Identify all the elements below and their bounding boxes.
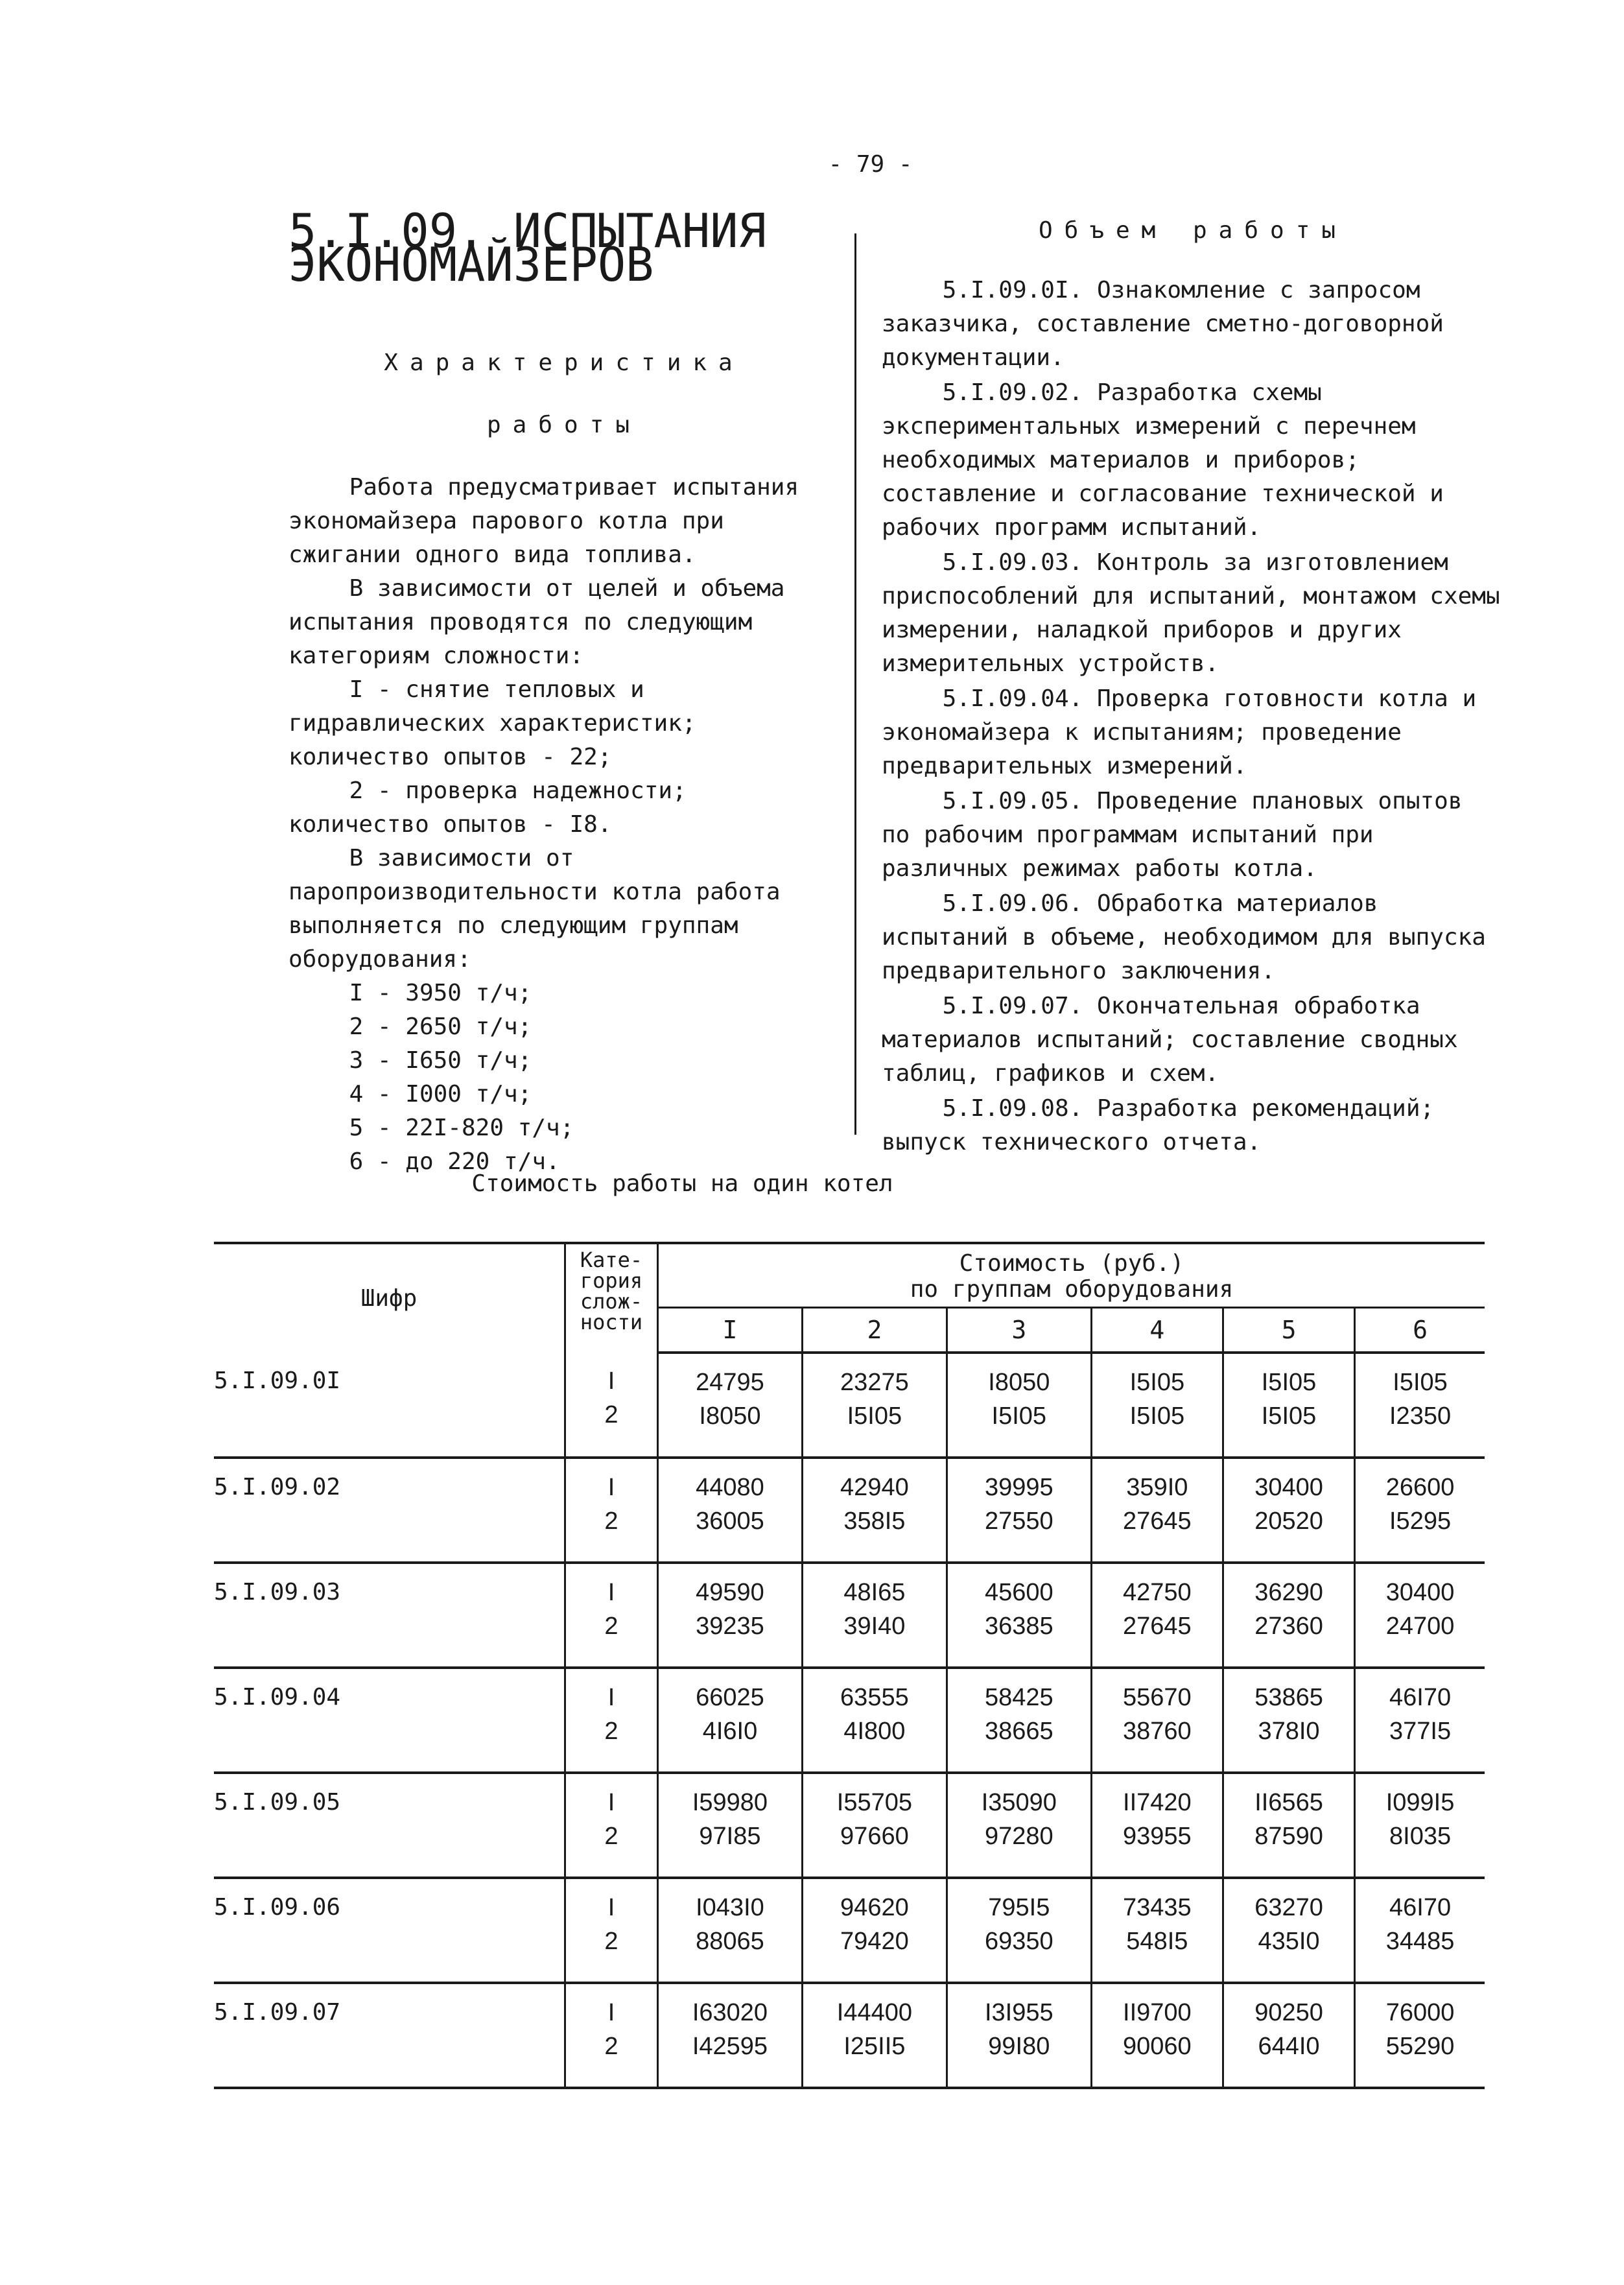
cost-value: 42940: [840, 1474, 909, 1501]
header-category-line: ности: [580, 1310, 643, 1334]
cost-cell: [1223, 1773, 1354, 1878]
cost-cell: [1355, 1878, 1485, 1983]
cost-value: I3I955: [984, 1999, 1053, 2026]
cost-cell: [802, 1983, 947, 2088]
cost-value: 87590: [1254, 1823, 1323, 1850]
cost-value: 55670: [1123, 1684, 1192, 1711]
row-category: [565, 1353, 658, 1458]
cost-value: 30400: [1254, 1474, 1323, 1501]
cost-value: 45600: [984, 1579, 1053, 1606]
cost-value: 4I6I0: [702, 1718, 758, 1745]
characteristic-heading-line2: работы: [486, 412, 642, 438]
category-value: I: [607, 1999, 615, 2026]
cost-value: 49590: [696, 1579, 764, 1606]
header-group: I: [658, 1308, 803, 1353]
cost-value: 38760: [1123, 1718, 1192, 1745]
cost-cell: [802, 1353, 947, 1458]
category-intro-paragraph: В зависимости от целей и объема испытания проводятся по следующим категориям сложности:: [288, 575, 785, 669]
cost-cell: [802, 1668, 947, 1773]
equipment-group-item: 6 - до 220 т/ч.: [349, 1148, 560, 1175]
cost-value: 30400: [1385, 1579, 1455, 1606]
category-item-1: I - снятие тепловых и гидравлических характеристик; количество опытов - 22;: [288, 676, 696, 770]
cost-value: 377I5: [1389, 1718, 1452, 1745]
right-column: [882, 214, 1504, 1159]
cost-cell: [658, 1773, 803, 1878]
cost-value: 20520: [1254, 1508, 1323, 1535]
cost-value: 76000: [1385, 1999, 1455, 2026]
category-value: I: [607, 1789, 615, 1816]
equipment-group-item: 2 - 2650 т/ч;: [349, 1013, 532, 1040]
cost-value: 94620: [840, 1894, 909, 1921]
cost-value: 93955: [1123, 1823, 1192, 1850]
cost-value: II9700: [1123, 1999, 1192, 2026]
cost-value: 8I035: [1389, 1823, 1452, 1850]
header-category-line: слож-: [580, 1289, 643, 1314]
cost-value: I5I05: [1261, 1403, 1317, 1430]
page-number: - 79 -: [828, 151, 913, 178]
header-cost-line: Стоимость (руб.): [959, 1250, 1184, 1277]
cost-value: I63020: [692, 1999, 768, 2026]
row-category: [565, 1668, 658, 1773]
cost-value: 358I5: [843, 1508, 906, 1535]
cost-value: I099I5: [1385, 1789, 1455, 1816]
scope-item: 5.I.09.06. Обработка материалов испытаний в объеме, необходимом для выпуска предварительного заключения.: [882, 890, 1486, 984]
table-row: [214, 1773, 1485, 1878]
equipment-group-list: [288, 977, 840, 1179]
table-title: Стоимость работы на один котел: [471, 1170, 893, 1197]
cost-value: 73435: [1123, 1894, 1192, 1921]
cost-value: 39I40: [843, 1613, 906, 1640]
category-value: 2: [604, 1823, 618, 1850]
category-value: I: [607, 1684, 615, 1711]
cost-cell: [1091, 1668, 1223, 1773]
cost-cell: [1355, 1353, 1485, 1458]
cost-cell: [1223, 1563, 1354, 1668]
cost-cell: [658, 1983, 803, 2088]
cost-cell: [1091, 1773, 1223, 1878]
left-column: [288, 204, 840, 1179]
table-body: [214, 1353, 1485, 2088]
cost-cell: [1355, 1668, 1485, 1773]
cost-value: 36385: [984, 1613, 1053, 1640]
header-category-line: Кате-: [580, 1248, 643, 1272]
category-item-2: 2 - проверка надежности; количество опытов - I8.: [288, 777, 687, 838]
cost-value: 88065: [696, 1928, 764, 1955]
cost-value: 79420: [840, 1928, 909, 1955]
category-value: 2: [604, 1613, 618, 1640]
header-group: 2: [802, 1308, 947, 1353]
header-category-line: гория: [580, 1268, 643, 1293]
scope-item: 5.I.09.03. Контроль за изготовлением приспособлений для испытаний, монтажом схемы измерении, наладкой приборов и других измерительных устройств.: [882, 549, 1500, 677]
cost-value: 36005: [696, 1508, 764, 1535]
cost-value: I5I05: [847, 1403, 902, 1430]
equipment-group-item: 5 - 22I-820 т/ч;: [349, 1115, 574, 1141]
cost-cell: [658, 1563, 803, 1668]
cost-cell: [947, 1773, 1091, 1878]
cost-value: 42750: [1123, 1579, 1192, 1606]
cost-cell: [658, 1878, 803, 1983]
category-value: 2: [604, 1508, 618, 1535]
description-paragraph: Работа предусматривает испытания экономайзера парового котла при сжигании одного вида топлива.: [288, 474, 799, 568]
cost-cell: [1355, 1563, 1485, 1668]
equipment-group-item: I - 3950 т/ч;: [349, 980, 532, 1006]
header-cost: [658, 1243, 1485, 1308]
section-title: 5.I.09. ИСПЫТАНИЯ ЭКОНОМАЙЗЕРОВ: [288, 204, 766, 292]
scope-item: 5.I.09.07. Окончательная обработка материалов испытаний; составление сводных таблиц, графиков и схем.: [882, 993, 1458, 1087]
category-value: I: [607, 1894, 615, 1921]
cost-value: I44400: [836, 1999, 912, 2026]
cost-value: 36290: [1254, 1579, 1323, 1606]
cost-value: 66025: [696, 1684, 764, 1711]
table-row: [214, 1353, 1485, 1458]
cost-value: 39235: [696, 1613, 764, 1640]
cost-cell: [947, 1668, 1091, 1773]
cost-value: 99I80: [988, 2033, 1050, 2060]
cost-value: I59980: [692, 1789, 768, 1816]
cost-cell: [1355, 1773, 1485, 1878]
cost-value: I42595: [692, 2033, 768, 2060]
characteristic-heading-line1: Характеристика: [384, 349, 744, 376]
row-category: [565, 1458, 658, 1563]
scope-item: 5.I.09.02. Разработка схемы экспериментальных измерений с перечнем необходимых материалов и приборов; составление и согласование технической и рабочих программ испытаний.: [882, 379, 1444, 541]
header-group: 5: [1223, 1308, 1354, 1353]
cost-value: 46I70: [1389, 1684, 1452, 1711]
cost-value: I35090: [981, 1789, 1057, 1816]
equipment-group-item: 3 - I650 т/ч;: [349, 1047, 532, 1074]
row-code: 5.I.09.06: [214, 1878, 565, 1983]
cost-value: 97660: [840, 1823, 909, 1850]
cost-cell: [1091, 1563, 1223, 1668]
header-group: 4: [1091, 1308, 1223, 1353]
cost-value: 63270: [1254, 1894, 1323, 1921]
scope-heading: Объем работы: [1038, 217, 1348, 244]
cost-cell: [1355, 1458, 1485, 1563]
cost-value: I5I05: [1261, 1369, 1317, 1396]
cost-value: 97I85: [699, 1823, 761, 1850]
cost-cell: [1355, 1983, 1485, 2088]
cost-table: [214, 1242, 1485, 2089]
row-code: 5.I.09.03: [214, 1563, 565, 1668]
cost-cell: [658, 1458, 803, 1563]
cost-cell: [1223, 1878, 1354, 1983]
cost-cell: [802, 1458, 947, 1563]
cost-value: I8050: [988, 1369, 1050, 1396]
table-row: [214, 1983, 1485, 2088]
cost-cell: [947, 1563, 1091, 1668]
row-code: 5.I.09.05: [214, 1773, 565, 1878]
cost-value: I5I05: [1129, 1403, 1185, 1430]
cost-value: 27360: [1254, 1613, 1323, 1640]
cost-value: 90250: [1254, 1999, 1323, 2026]
cost-value: 48I65: [843, 1579, 906, 1606]
cost-value: I5I05: [1393, 1369, 1448, 1396]
category-value: 2: [604, 1401, 618, 1428]
cost-value: 63555: [840, 1684, 909, 1711]
cost-value: 24700: [1385, 1613, 1455, 1640]
cost-value: II6565: [1254, 1789, 1323, 1816]
header-code: Шифр: [214, 1243, 565, 1353]
column-divider: [854, 233, 856, 1135]
category-value: 2: [604, 2033, 618, 2060]
cost-cell: [1091, 1458, 1223, 1563]
cost-value: I5I05: [1129, 1369, 1185, 1396]
row-category: [565, 1773, 658, 1878]
cost-value: II7420: [1123, 1789, 1192, 1816]
row-code: 5.I.09.02: [214, 1458, 565, 1563]
cost-value: I5I05: [991, 1403, 1047, 1430]
cost-value: 4I800: [843, 1718, 906, 1745]
row-category: [565, 1983, 658, 2088]
cost-value: 97280: [984, 1823, 1053, 1850]
header-cost-line: по группам оборудования: [910, 1276, 1234, 1303]
cost-cell: [802, 1773, 947, 1878]
row-category: [565, 1563, 658, 1668]
cost-value: 38665: [984, 1718, 1053, 1745]
header-category: [565, 1243, 658, 1353]
row-category: [565, 1878, 658, 1983]
cost-value: 644I0: [1258, 2033, 1320, 2060]
scope-item: 5.I.09.05. Проведение плановых опытов по рабочим программам испытаний при различных режимах работы котла.: [882, 788, 1463, 882]
cost-value: I2350: [1389, 1403, 1452, 1430]
category-value: I: [607, 1367, 615, 1395]
cost-value: 27645: [1123, 1508, 1192, 1535]
cost-cell: [1223, 1983, 1354, 2088]
cost-value: 359I0: [1126, 1474, 1188, 1501]
header-group: 3: [947, 1308, 1091, 1353]
scope-item: 5.I.09.04. Проверка готовности котла и экономайзера к испытаниям; проведение предварительных измерений.: [882, 685, 1477, 779]
cost-value: I043I0: [696, 1894, 764, 1921]
cost-value: 795I5: [988, 1894, 1050, 1921]
cost-value: 24795: [696, 1369, 764, 1396]
cost-cell: [658, 1353, 803, 1458]
group-intro-paragraph: В зависимости от паропроизводительности котла работа выполняется по следующим группам оборудования:: [288, 845, 781, 973]
cost-value: 27645: [1123, 1613, 1192, 1640]
cost-cell: [947, 1353, 1091, 1458]
cost-cell: [1091, 1878, 1223, 1983]
cost-value: I5295: [1389, 1508, 1452, 1535]
table-header-row: [214, 1243, 1485, 1308]
cost-value: I8050: [699, 1403, 761, 1430]
cost-cell: [1091, 1983, 1223, 2088]
cost-value: 46I70: [1389, 1894, 1452, 1921]
cost-value: 435I0: [1258, 1928, 1320, 1955]
cost-value: 548I5: [1126, 1928, 1188, 1955]
table-row: [214, 1878, 1485, 1983]
scope-item: 5.I.09.0I. Ознакомление с запросом заказчика, составление сметно-договорной документации.: [882, 277, 1444, 371]
cost-value: 90060: [1123, 2033, 1192, 2060]
table-row: [214, 1563, 1485, 1668]
cost-value: 53865: [1254, 1684, 1323, 1711]
row-code: 5.I.09.04: [214, 1668, 565, 1773]
row-code: 5.I.09.0I: [214, 1353, 565, 1458]
table-row: [214, 1458, 1485, 1563]
cost-cell: [1223, 1353, 1354, 1458]
cost-value: 69350: [984, 1928, 1053, 1955]
cost-value: 378I0: [1258, 1718, 1320, 1745]
category-value: 2: [604, 1718, 618, 1745]
cost-value: 34485: [1385, 1928, 1455, 1955]
characteristic-heading: [288, 346, 840, 442]
category-value: 2: [604, 1928, 618, 1955]
cost-value: 39995: [984, 1474, 1053, 1501]
cost-value: I25II5: [843, 2033, 906, 2060]
cost-value: 44080: [696, 1474, 764, 1501]
cost-cell: [802, 1878, 947, 1983]
cost-value: I55705: [836, 1789, 912, 1816]
category-value: I: [607, 1474, 615, 1501]
scope-item: 5.I.09.08. Разработка рекомендаций; выпуск технического отчета.: [882, 1095, 1435, 1155]
cost-value: 55290: [1385, 2033, 1455, 2060]
table-row: [214, 1668, 1485, 1773]
cost-cell: [947, 1458, 1091, 1563]
cost-cell: [1091, 1353, 1223, 1458]
cost-cell: [802, 1563, 947, 1668]
cost-cell: [947, 1983, 1091, 2088]
category-value: I: [607, 1579, 615, 1606]
row-code: 5.I.09.07: [214, 1983, 565, 2088]
cost-cell: [947, 1878, 1091, 1983]
header-group: 6: [1355, 1308, 1485, 1353]
equipment-group-item: 4 - I000 т/ч;: [349, 1081, 532, 1107]
cost-cell: [1223, 1458, 1354, 1563]
cost-value: 27550: [984, 1508, 1053, 1535]
cost-value: 26600: [1385, 1474, 1455, 1501]
cost-cell: [658, 1668, 803, 1773]
cost-value: 58425: [984, 1684, 1053, 1711]
cost-value: 23275: [840, 1369, 909, 1396]
cost-cell: [1223, 1668, 1354, 1773]
